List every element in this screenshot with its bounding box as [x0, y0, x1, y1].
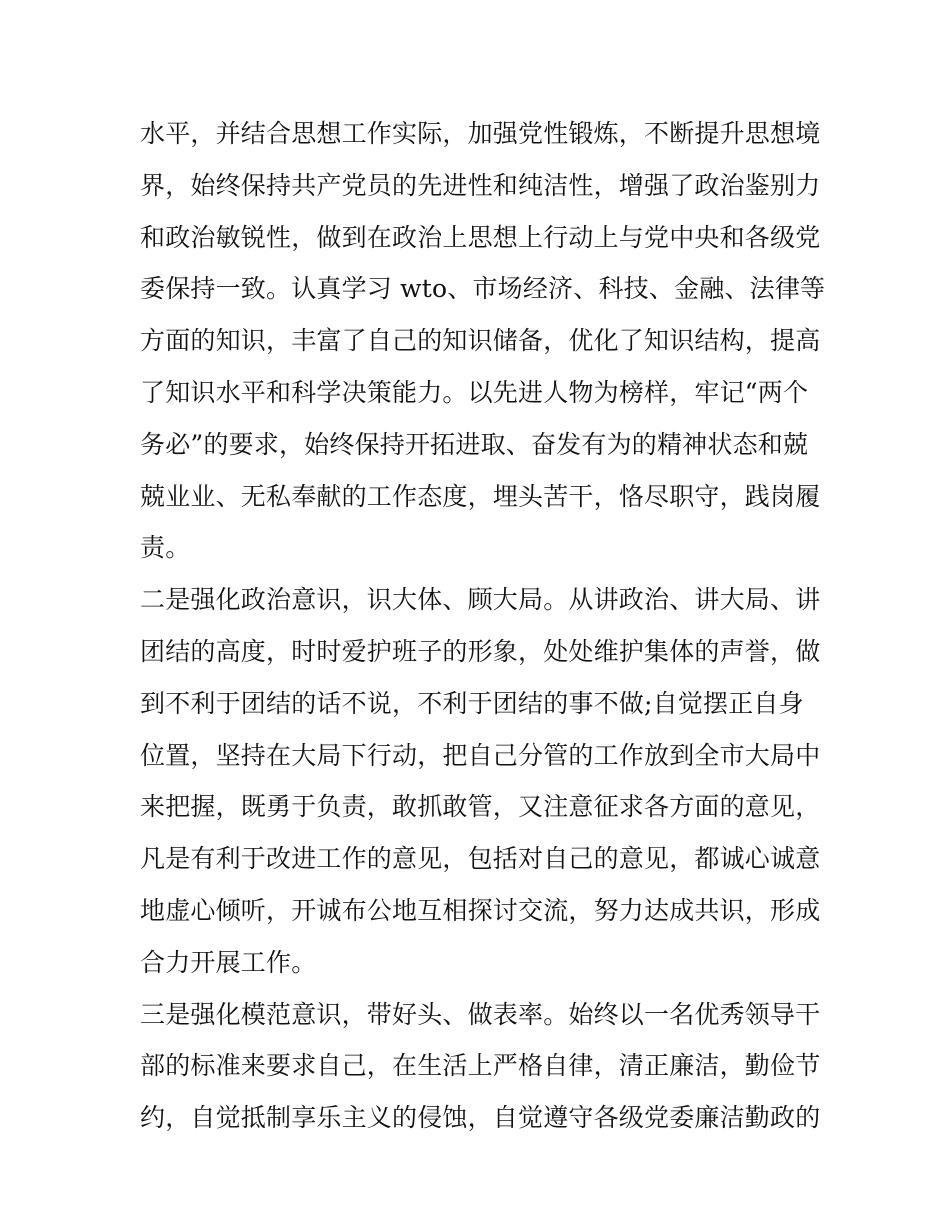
- paragraph-heading-line: 三是强化模范意识，带好头、做表率。始终以一名优秀领导干: [140, 999, 821, 1029]
- paragraph-heading-line: 二是强化政治意识，识大体、顾大局。从讲政治、讲大局、讲: [140, 585, 821, 615]
- text-line: 位置，坚持在大局下行动，把自己分管的工作放到全市大局中: [140, 740, 821, 770]
- text-line: 来把握，既勇于负责，敢抓敢管，又注意征求各方面的意见，: [140, 792, 821, 822]
- text-line: 水平，并结合思想工作实际，加强党性锻炼，不断提升思想境: [140, 119, 821, 148]
- text-line: 务必”的要求，始终保持开拓进取、奋发有为的精神状态和兢: [140, 429, 809, 459]
- text-line: 方面的知识，丰富了自己的知识储备，优化了知识结构，提高: [140, 326, 821, 356]
- text-line: 团结的高度，时时爱护班子的形象，处处维护集体的声誉，做: [140, 636, 821, 666]
- text-line: 兢业业、无私奉献的工作态度，埋头苦干，恪尽职守，践岗履: [140, 481, 821, 511]
- text-line: 责。: [140, 533, 191, 563]
- text-line: 部的标准来要求自己，在生活上严格自律，清正廉洁，勤俭节: [140, 1051, 821, 1081]
- text-line: 和政治敏锐性，做到在政治上思想上行动上与党中央和各级党: [140, 222, 821, 252]
- text-line: 合力开展工作。: [140, 947, 317, 977]
- text-line: 界，始终保持共产党员的先进性和纯洁性，增强了政治鉴别力: [140, 170, 821, 200]
- text-line: 约，自觉抵制享乐主义的侵蚀，自觉遵守各级党委廉洁勤政的: [140, 1103, 821, 1133]
- text-line: 到不利于团结的话不说，不利于团结的事不做;自觉摆正自身: [140, 688, 804, 718]
- text-line: 凡是有利于改进工作的意见，包括对自己的意见，都诚心诚意: [140, 844, 821, 874]
- text-line: 地虚心倾听，开诚布公地互相探讨交流，努力达成共识，形成: [140, 895, 821, 925]
- text-line: 了知识水平和科学决策能力。以先进人物为榜样，牢记“两个: [140, 377, 809, 407]
- text-line: 委保持一致。认真学习 wto、市场经济、科技、金融、法律等: [140, 274, 826, 304]
- document-body: [140, 108, 826, 1144]
